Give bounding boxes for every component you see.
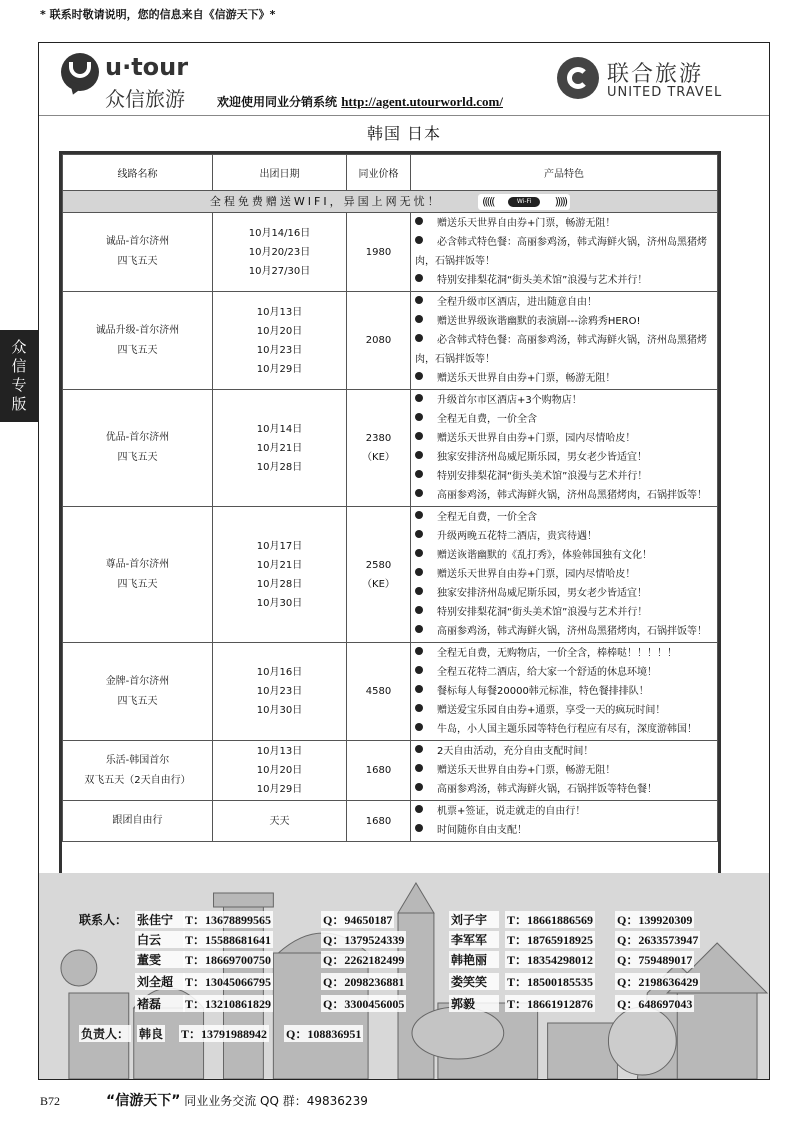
feature-text: 必含韩式特色餐：高丽参鸡汤，韩式海鲜火锅，济州岛黑猪烤肉，石锅拌饭等！ [415,237,707,267]
contact-qq: Q：139920309 [617,913,693,927]
footer-line [106,1090,368,1110]
bullet-icon [415,236,423,244]
feature-item [415,701,714,720]
utour-bubble-icon [61,53,99,91]
contact-phone: T：15588681641 [185,933,272,947]
feature-item [415,546,714,565]
route-name-line: 金牌-首尔济州 [105,675,170,687]
features-cell [411,390,718,507]
feature-text: 时间随你自由支配！ [437,825,527,836]
price-value: 1980 [365,246,392,258]
route-name-line: 四飞五天 [117,578,158,590]
feature-text: 全程五花特二酒店，给大家一个舒适的休息环境！ [437,667,657,678]
bullet-icon [415,489,423,497]
table-row [63,801,718,842]
route-name-line: 四飞五天 [117,256,158,267]
features-cell [411,507,718,643]
route-name-line: 诚品-首尔济州 [105,236,170,247]
date-cell [213,801,347,842]
feature-item [415,821,714,840]
contact-name: 韩艳丽 [449,951,499,968]
united-travel-cn: 联合旅游 [607,62,704,87]
price-cell [347,213,411,292]
price-value: （KE） [362,452,395,463]
contact-qq: Q：94650187 [323,913,393,927]
departure-date: 10月30日 [256,597,303,609]
feature-item [415,644,714,663]
bullet-icon [415,372,423,380]
feature-text: 赠送乐天世界自由券+门票，园内尽情哈皮！ [437,433,636,444]
bullet-icon [415,805,423,813]
contact-qq: Q：2262182499 [323,953,405,967]
departure-date: 天天 [269,815,290,827]
bullet-icon [415,745,423,753]
features-cell [411,741,718,801]
bullet-icon [415,451,423,459]
date-cell [213,390,347,507]
departure-date: 10月20日 [256,765,303,776]
features-cell [411,801,718,842]
price-cell [347,390,411,507]
manager-label: 负责人： [81,1027,130,1041]
table-row [63,643,718,741]
manager-phone: T：13791988942 [181,1027,268,1041]
feature-item [415,331,714,369]
bullet-icon [415,511,423,519]
date-cell [213,292,347,390]
feature-item [415,293,714,312]
table-row [63,390,718,507]
united-travel-icon [557,57,599,99]
feature-text: 全程无自费，无购物店，一价全含，棒棒哒！！！！！ [437,648,677,659]
feature-text: 特别安排梨花洞“街头美术馆”浪漫与艺术并行！ [437,275,648,286]
feature-text: 全程无自费，一价全含 [437,512,537,523]
table-row [63,292,718,390]
departure-date: 10月17日 [256,540,303,552]
feature-item [415,214,714,233]
contact-name: 郭毅 [449,995,499,1012]
bullet-icon [415,432,423,440]
header-route: 线路名称 [63,155,213,191]
bullet-icon [415,530,423,538]
price-value: 2580 [365,559,392,571]
wifi-icon [478,194,570,210]
contacts-label: 联系人： [79,913,128,927]
utour-logo [61,53,221,111]
top-note: * 联系时敬请说明，您的信息来自《信游天下》* [40,8,276,21]
feature-item [415,271,714,290]
agent-url-link[interactable]: http://agent.utourworld.com/ [341,94,503,109]
price-value: 2080 [365,335,392,346]
bullet-icon [415,413,423,421]
route-cell [63,213,213,292]
date-cell [213,213,347,292]
feature-item [415,391,714,410]
contact-phone: T：18669700750 [185,953,272,967]
feature-text: 升级两晚五花特二酒店，贵宾待遇！ [437,531,597,542]
route-name-line: 四飞五天 [117,452,158,463]
contact-phone: T：18500185535 [507,975,594,989]
feature-text: 独家安排济州岛威尼斯乐园，男女老少皆适宜！ [437,452,647,463]
price-cell [347,643,411,741]
feature-text: 必含韩式特色餐：高丽参鸡汤，韩式海鲜火锅，济州岛黑猪烤肉，石锅拌饭等！ [415,335,707,365]
features-cell [411,213,718,292]
welcome-text: 欢迎使用同业分销系统 [217,95,338,109]
departure-date: 10月30日 [256,705,303,716]
route-name-line: 乐活-韩国首尔 [105,754,170,766]
wifi-banner-text: 全程免费赠送WIFI，异国上网无忧！ [209,195,442,208]
price-value: 1680 [365,815,392,827]
table-header-row [63,155,718,191]
feature-text: 餐标每人每餐20000韩元标准，特色餐排排队！ [437,686,649,697]
feature-text: 特别安排梨花洞“街头美术馆”浪漫与艺术并行！ [437,607,648,618]
date-cell [213,507,347,643]
route-name-line: 跟团自由行 [112,815,163,826]
feature-text: 升级首尔市区酒店+3个购物店！ [437,395,582,406]
date-cell [213,643,347,741]
contact-name: 白云 [135,931,185,948]
contact-name: 刘子宇 [449,911,499,928]
feature-item [415,429,714,448]
departure-date: 10月21日 [256,559,303,571]
contact-phone: T：13045066795 [185,975,272,989]
feature-text: 赠送世界级诙谐幽默的表演剧---涂鸦秀HERO! [437,316,641,327]
feature-item [415,622,714,641]
welcome-line [217,93,503,110]
feature-item [415,565,714,584]
bullet-icon [415,470,423,478]
feature-item [415,761,714,780]
price-value: 2380 [365,433,392,444]
departure-date: 10月23日 [256,344,303,356]
contact-qq: Q：2198636429 [617,975,699,989]
departure-date: 10月29日 [256,784,303,795]
feature-text: 全程升级市区酒店，进出随意自由！ [437,297,597,308]
contact-qq: Q：759489017 [617,953,693,967]
contact-phone: T：18354298012 [507,953,594,967]
table-row [63,507,718,643]
departure-date: 10月13日 [256,746,303,757]
departure-date: 10月23日 [256,686,303,697]
feature-item [415,663,714,682]
bullet-icon [415,723,423,731]
departure-date: 10月13日 [256,306,303,318]
side-tab-char: 专 [11,376,27,394]
side-tab-char: 信 [11,357,27,375]
feature-text: 赠送爱宝乐园自由券+通票，享受一天的疯玩时间！ [437,705,666,716]
route-name-line: 四飞五天 [117,695,158,707]
feature-text: 赠送乐天世界自由券+门票，畅游无阻！ [437,765,616,776]
departure-date: 10月28日 [256,578,303,590]
bullet-icon [415,625,423,633]
side-tab-char: 版 [11,395,27,413]
feature-item [415,508,714,527]
bullet-icon [415,217,423,225]
contact-area [39,873,769,1079]
wifi-badge-text: ((((( Wi-Fi [508,197,540,207]
price-cell [347,507,411,643]
feature-item [415,780,714,799]
product-table [62,154,718,842]
route-cell [63,292,213,390]
manager-name: 韩良 [139,1027,164,1041]
manager-qq: Q：108836951 [286,1027,362,1041]
departure-date: 10月27/30日 [248,265,311,277]
route-cell [63,801,213,842]
price-value: 1680 [365,765,392,776]
feature-item [415,486,714,505]
departure-date: 10月29日 [256,363,303,375]
bullet-icon [415,549,423,557]
utour-logo-text: u·tour [105,53,189,81]
feature-item [415,720,714,739]
feature-text: 高丽参鸡汤，韩式海鲜火锅，济州岛黑猪烤肉，石锅拌饭等！ [437,490,707,501]
feature-text: 赠送乐天世界自由券+门票，畅游无阻！ [437,373,616,384]
bullet-icon [415,647,423,655]
bullet-icon [415,704,423,712]
departure-date: 10月16日 [256,667,303,678]
feature-item [415,802,714,821]
bullet-icon [415,315,423,323]
bullet-icon [415,606,423,614]
feature-text: 赠送诙谐幽默的《乱打秀》，体验韩国独有文化！ [437,550,652,561]
feature-item [415,742,714,761]
route-cell [63,741,213,801]
header-divider [39,115,769,116]
feature-item [415,233,714,271]
page-title: 韩国 日本 [366,124,442,143]
feature-item [415,312,714,331]
feature-item [415,603,714,622]
feature-item [415,527,714,546]
price-cell [347,801,411,842]
departure-date: 10月20/23日 [248,246,311,258]
feature-text: 牛岛，小人国主题乐园等特色行程应有尽有，深度游韩国！ [437,724,697,735]
bullet-icon [415,296,423,304]
contact-phone: T：18765918925 [507,933,594,947]
route-cell [63,507,213,643]
route-name-line: 诚品升级-首尔济州 [95,324,180,336]
contact-qq: Q：2098236881 [323,975,405,989]
united-travel-en: UNITED TRAVEL [607,85,723,100]
table-row [63,741,718,801]
feature-item [415,584,714,603]
header [39,43,769,117]
header-features: 产品特色 [411,155,718,191]
bullet-icon [415,824,423,832]
feature-item [415,410,714,429]
bullet-icon [415,334,423,342]
product-table-wrap [59,151,721,893]
contact-phone: T：18661886569 [507,913,594,927]
side-tab [0,330,38,422]
feature-text: 赠送乐天世界自由券+门票，畅游无阻！ [437,218,616,229]
date-cell [213,741,347,801]
departure-date: 10月14/16日 [248,227,311,239]
price-cell [347,292,411,390]
feature-text: 特别安排梨花洞“街头美术馆”浪漫与艺术并行！ [437,471,648,482]
wifi-banner [63,191,718,213]
bullet-icon [415,783,423,791]
contact-name: 张佳宁 [135,911,185,928]
bullet-icon [415,274,423,282]
feature-text: 机票+签证，说走就走的自由行！ [437,806,586,817]
contact-name: 刘全超 [135,973,185,990]
page-frame [38,42,770,1080]
price-value: （KE） [362,578,395,590]
feature-item [415,448,714,467]
contact-qq: Q：648697043 [617,997,693,1011]
departure-date: 10月21日 [256,442,303,454]
feature-item [415,682,714,701]
bullet-icon [415,568,423,576]
route-name-line: 尊品-首尔济州 [105,558,170,570]
header-date: 出团日期 [213,155,347,191]
contact-qq: Q：1379524339 [323,933,405,947]
bullet-icon [415,764,423,772]
utour-logo-cn: 众信旅游 [105,87,185,111]
united-travel-logo [557,55,757,105]
footer-brand: “信游天下” [106,1093,181,1109]
feature-text: 高丽参鸡汤，韩式海鲜火锅，石锅拌饭等特色餐！ [437,784,657,795]
price-cell [347,741,411,801]
feature-text: 赠送乐天世界自由券+门票，园内尽情哈皮！ [437,569,636,580]
contact-name: 李军军 [449,931,499,948]
departure-date: 10月14日 [256,423,303,435]
contact-phone: T：18661912876 [507,997,594,1011]
bullet-icon [415,666,423,674]
feature-item [415,369,714,388]
page-number: B72 [40,1094,61,1108]
route-name-line: 双飞五天（2天自由行） [84,774,191,786]
feature-text: 独家安排济州岛威尼斯乐园，男女老少皆适宜！ [437,588,647,599]
route-name-line: 四飞五天 [117,344,158,356]
header-price: 同业价格 [347,155,411,191]
contact-name: 娄笑笑 [449,973,499,990]
bullet-icon [415,587,423,595]
side-tab-char: 众 [11,338,27,356]
feature-text: 高丽参鸡汤，韩式海鲜火锅，济州岛黑猪烤肉，石锅拌饭等！ [437,626,707,637]
departure-date: 10月20日 [256,325,303,337]
feature-text: 2天自由活动，充分自由支配时间！ [437,746,594,757]
contact-qq: Q：3300456005 [323,997,405,1011]
wifi-banner-row [63,191,718,213]
contact-phone: T：13210861829 [185,997,272,1011]
route-cell [63,390,213,507]
route-name-line: 优品-首尔济州 [105,432,170,443]
contact-phone: T：13678899565 [185,913,272,927]
feature-item [415,467,714,486]
contact-name: 董雯 [135,951,185,968]
features-cell [411,643,718,741]
route-cell [63,643,213,741]
footer-qq-group: 同业业务交流 QQ 群：49836239 [184,1094,368,1108]
bullet-icon [415,685,423,693]
features-cell [411,292,718,390]
contact-name: 褚磊 [135,995,185,1012]
table-row [63,213,718,292]
price-value: 4580 [365,686,392,697]
feature-text: 全程无自费，一价全含 [437,414,537,425]
departure-date: 10月28日 [256,461,303,473]
contact-qq: Q：2633573947 [617,933,699,947]
bullet-icon [415,394,423,402]
